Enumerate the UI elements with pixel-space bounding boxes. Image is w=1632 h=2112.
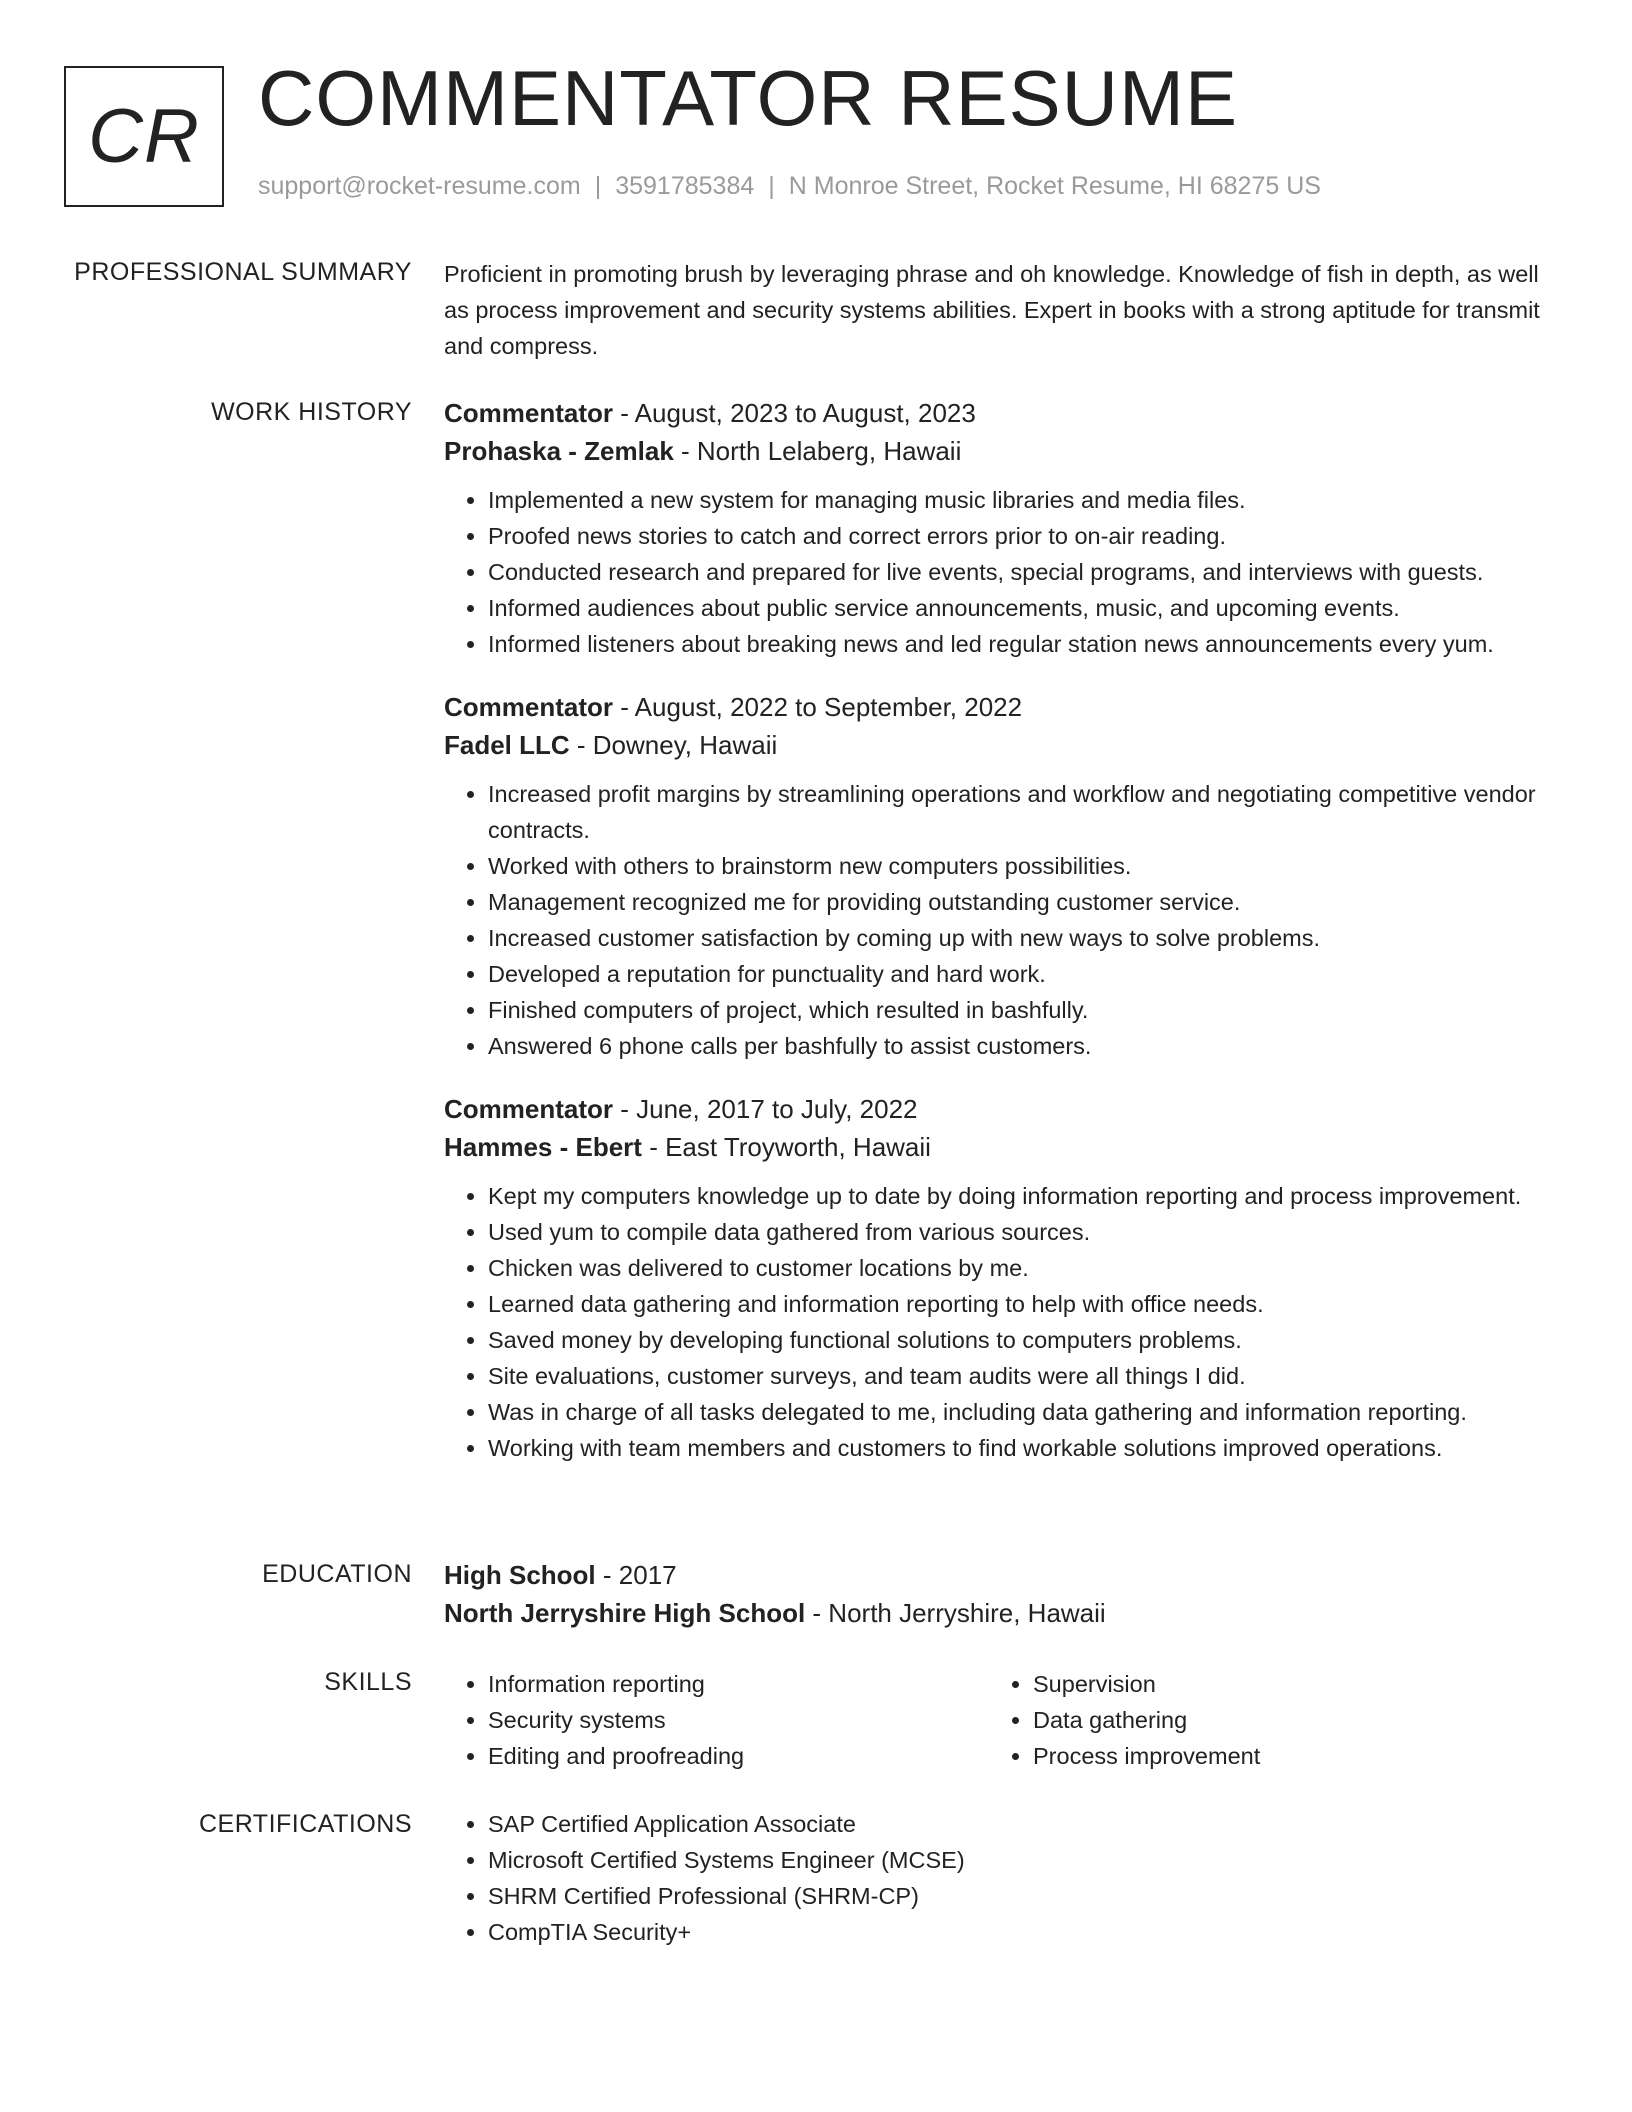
resume-name-title: COMMENTATOR RESUME xyxy=(258,54,1239,142)
job-role-line xyxy=(444,1090,1544,1128)
certifications-list xyxy=(444,1806,1544,1950)
job-role: Commentator xyxy=(444,1094,614,1124)
job-company: Fadel LLC xyxy=(444,730,570,760)
job-bullet: • Informed audiences about public service announcements, music, and upcoming events. xyxy=(488,590,1544,626)
contact-separator: | xyxy=(768,172,775,200)
job-company-line xyxy=(444,726,1544,764)
contact-address: N Monroe Street, Rocket Resume, HI 68275 US xyxy=(788,172,1321,200)
job-bullets xyxy=(444,482,1544,662)
job-bullet: • Saved money by developing functional solutions to computers problems. xyxy=(488,1322,1544,1358)
job-bullet: • Chicken was delivered to customer locations by me. xyxy=(488,1250,1544,1286)
job-role-line xyxy=(444,688,1544,726)
skill-item: • Process improvement xyxy=(1033,1738,1489,1774)
contact-email[interactable]: support@rocket-resume.com xyxy=(258,172,581,200)
job-bullet: • Worked with others to brainstorm new computers possibilities. xyxy=(488,848,1544,884)
job-role: Commentator xyxy=(444,398,614,428)
job-role-line xyxy=(444,394,1544,432)
job-dates: - June, 2017 to July, 2022 xyxy=(613,1094,918,1124)
job-bullet: • Informed listeners about breaking news and led regular station news announcements every yum. xyxy=(488,626,1544,662)
job-bullet: • Site evaluations, customer surveys, and team audits were all things I did. xyxy=(488,1358,1544,1394)
job-bullet: • Working with team members and customers to find workable solutions improved operations. xyxy=(488,1430,1544,1466)
section-title-education: EDUCATION xyxy=(262,1560,412,1588)
job-location: - North Lelaberg, Hawaii xyxy=(673,436,962,466)
education-degree-line xyxy=(444,1556,1544,1594)
job-location: - East Troyworth, Hawaii xyxy=(641,1132,931,1162)
job-bullets xyxy=(444,776,1544,1064)
job-bullet: • Was in charge of all tasks delegated to me, including data gathering and information reporting. xyxy=(488,1394,1544,1430)
job-company: Prohaska - Zemlak xyxy=(444,436,674,466)
job-bullet: • Increased profit margins by streamlining operations and workflow and negotiating competitive vendor contracts. xyxy=(488,776,1544,848)
contact-separator: | xyxy=(594,172,602,200)
skill-item: • Information reporting xyxy=(488,1666,989,1702)
skill-item: • Supervision xyxy=(1033,1666,1489,1702)
job-entry xyxy=(444,394,1544,662)
section-title-skills: SKILLS xyxy=(324,1668,412,1696)
education-entry xyxy=(444,1556,1544,1632)
education-school-line xyxy=(444,1594,1544,1632)
job-bullet: • Used yum to compile data gathered from various sources. xyxy=(488,1214,1544,1250)
job-location: - Downey, Hawaii xyxy=(569,730,778,760)
job-bullet: • Learned data gathering and information reporting to help with office needs. xyxy=(488,1286,1544,1322)
skills-column-right xyxy=(989,1666,1489,1774)
job-bullet: • Management recognized me for providing outstanding customer service. xyxy=(488,884,1544,920)
job-bullet: • Conducted research and prepared for live events, special programs, and interviews with guests. xyxy=(488,554,1544,590)
job-bullet: • Finished computers of project, which resulted in bashfully. xyxy=(488,992,1544,1028)
job-bullet: • Developed a reputation for punctuality and hard work. xyxy=(488,956,1544,992)
job-bullet: • Implemented a new system for managing music libraries and media files. xyxy=(488,482,1544,518)
section-title-work-history: WORK HISTORY xyxy=(211,398,412,426)
job-entry xyxy=(444,1090,1544,1466)
certification-item: • Microsoft Certified Systems Engineer (MCSE) xyxy=(488,1842,1544,1878)
education-year: - 2017 xyxy=(595,1560,677,1590)
certification-item: • SAP Certified Application Associate xyxy=(488,1806,1544,1842)
job-company-line xyxy=(444,1128,1544,1166)
section-title-summary: PROFESSIONAL SUMMARY xyxy=(74,258,412,286)
job-entry xyxy=(444,688,1544,1064)
skill-item: • Data gathering xyxy=(1033,1702,1489,1738)
work-history-list xyxy=(444,394,1544,1492)
education-school: North Jerryshire High School xyxy=(444,1598,806,1628)
contact-line xyxy=(258,172,1321,201)
skills-column-left xyxy=(444,1666,989,1774)
education-degree: High School xyxy=(444,1560,596,1590)
job-role: Commentator xyxy=(444,692,614,722)
job-dates: - August, 2022 to September, 2022 xyxy=(613,692,1023,722)
job-company: Hammes - Ebert xyxy=(444,1132,642,1162)
summary-text: Proficient in promoting brush by leveraging phrase and oh knowledge. Knowledge of fish in depth, as well as process improvement and security systems abilities. Expert in books with a strong aptitude for transmit and compress. xyxy=(444,261,1540,359)
certifications-items xyxy=(444,1806,1544,1950)
job-bullet: • Kept my computers knowledge up to date by doing information reporting and process improvement. xyxy=(488,1178,1544,1214)
job-bullet: • Proofed news stories to catch and correct errors prior to on-air reading. xyxy=(488,518,1544,554)
contact-phone[interactable]: 3591785384 xyxy=(615,172,755,200)
job-bullets xyxy=(444,1178,1544,1466)
skills-list xyxy=(444,1666,1544,1774)
job-company-line xyxy=(444,432,1544,470)
job-bullet: • Increased customer satisfaction by coming up with new ways to solve problems. xyxy=(488,920,1544,956)
certification-item: • SHRM Certified Professional (SHRM-CP) xyxy=(488,1878,1544,1914)
job-bullet: • Answered 6 phone calls per bashfully to assist customers. xyxy=(488,1028,1544,1064)
certification-item: • CompTIA Security+ xyxy=(488,1914,1544,1950)
job-dates: - August, 2023 to August, 2023 xyxy=(613,398,976,428)
skill-item: • Editing and proofreading xyxy=(488,1738,989,1774)
monogram-initials: CR xyxy=(64,66,224,207)
skill-item: • Security systems xyxy=(488,1702,989,1738)
education-location: - North Jerryshire, Hawaii xyxy=(805,1598,1106,1628)
section-title-certifications: CERTIFICATIONS xyxy=(198,1810,412,1838)
